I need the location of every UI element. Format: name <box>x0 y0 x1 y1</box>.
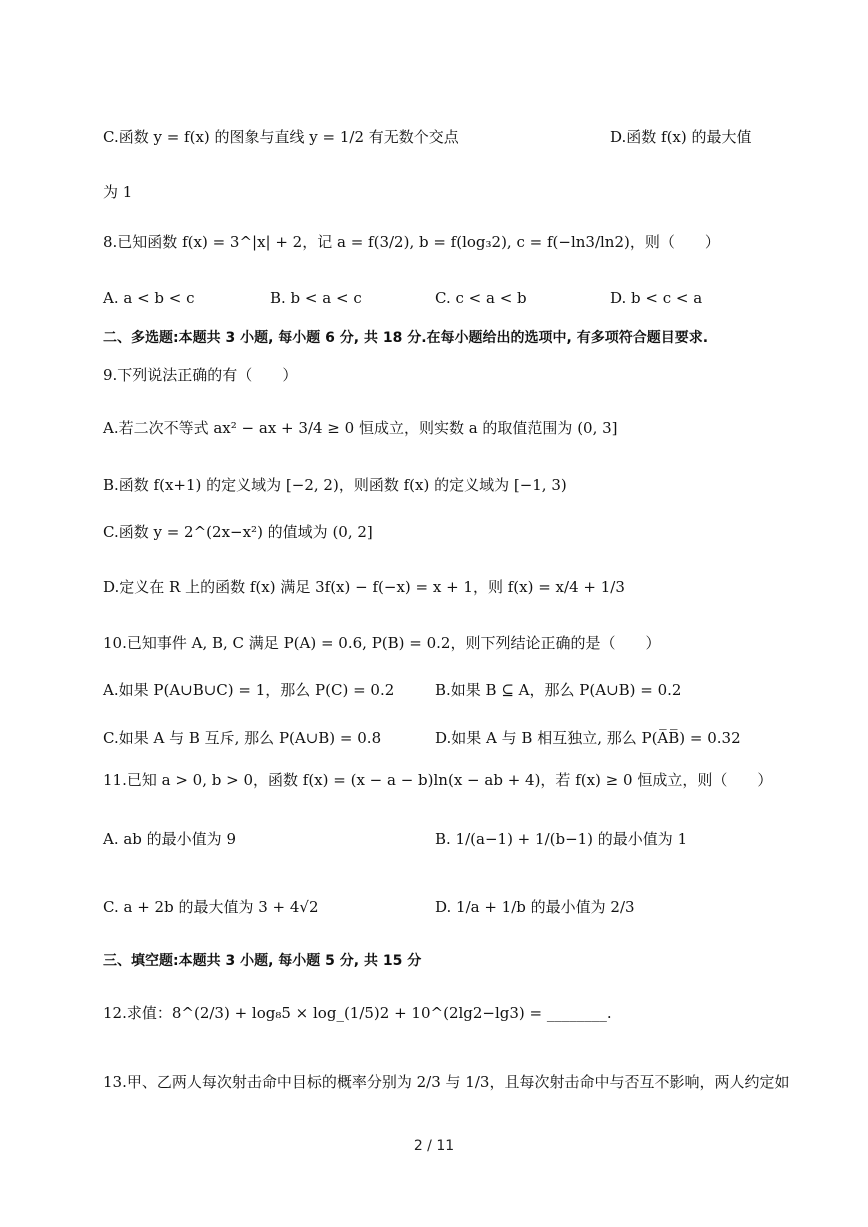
question-12: 12.求值：8^(2/3) + log₈5 × log_(1/5)2 + 10^(2lg2−lg3) = ________. <box>103 1004 612 1022</box>
section-heading-fill-in: 三、填空题:本题共 3 小题, 每小题 5 分, 共 15 分 <box>103 953 422 969</box>
option-9c: C.函数 y = 2^(2x−x²) 的值域为 (0, 2] <box>103 523 373 541</box>
option-10c: C.如果 A 与 B 互斥, 那么 P(A∪B) = 0.8 <box>103 729 382 747</box>
option-7d: D.函数 f(x) 的最大值 <box>610 128 752 146</box>
option-11c: C. a + 2b 的最大值为 3 + 4√2 <box>103 898 319 916</box>
option-10d: D.如果 A 与 B 相互独立, 那么 P(A̅B̅) = 0.32 <box>435 729 741 747</box>
question-13: 13.甲、乙两人每次射击命中目标的概率分别为 2/3 与 1/3，且每次射击命中与否互不影响，两人约定如 <box>103 1073 790 1091</box>
option-8c: C. c < a < b <box>435 289 527 307</box>
option-9a: A.若二次不等式 ax² − ax + 3/4 ≥ 0 恒成立，则实数 a 的取值范围为 (0, 3] <box>103 419 618 437</box>
question-9: 9.下列说法正确的有（ ） <box>103 366 298 384</box>
section-heading-multiple-choice: 二、多选题:本题共 3 小题, 每小题 6 分, 共 18 分.在每小题给出的选项中, 有多项符合题目要求. <box>103 330 709 346</box>
question-11: 11.已知 a > 0, b > 0，函数 f(x) = (x − a − b)ln(x − ab + 4)，若 f(x) ≥ 0 恒成立，则（ ） <box>103 771 773 789</box>
option-11b: B. 1/(a−1) + 1/(b−1) 的最小值为 1 <box>435 830 688 848</box>
page-number: 2 / 11 <box>413 1138 455 1154</box>
option-7c: C.函数 y = f(x) 的图象与直线 y = 1/2 有无数个交点 <box>103 128 459 146</box>
option-10b: B.如果 B ⊆ A，那么 P(A∪B) = 0.2 <box>435 681 682 699</box>
option-7d-continued: 为 1 <box>103 183 133 201</box>
option-11a: A. ab 的最小值为 9 <box>103 830 236 848</box>
option-11d: D. 1/a + 1/b 的最小值为 2/3 <box>435 898 635 916</box>
option-9d: D.定义在 R 上的函数 f(x) 满足 3f(x) − f(−x) = x + 1，则 f(x) = x/4 + 1/3 <box>103 578 625 596</box>
option-8d: D. b < c < a <box>610 289 703 307</box>
option-9b: B.函数 f(x+1) 的定义域为 [−2, 2)，则函数 f(x) 的定义域为 [−1, 3) <box>103 476 567 494</box>
question-10: 10.已知事件 A, B, C 满足 P(A) = 0.6, P(B) = 0.2，则下列结论正确的是（ ） <box>103 634 661 652</box>
option-10a: A.如果 P(A∪B∪C) = 1，那么 P(C) = 0.2 <box>103 681 395 699</box>
question-8: 8.已知函数 f(x) = 3^|x| + 2，记 a = f(3/2), b = f(log₃2), c = f(−ln3/ln2)，则（ ） <box>103 233 720 251</box>
option-8b: B. b < a < c <box>270 289 362 307</box>
option-8a: A. a < b < c <box>103 289 195 307</box>
